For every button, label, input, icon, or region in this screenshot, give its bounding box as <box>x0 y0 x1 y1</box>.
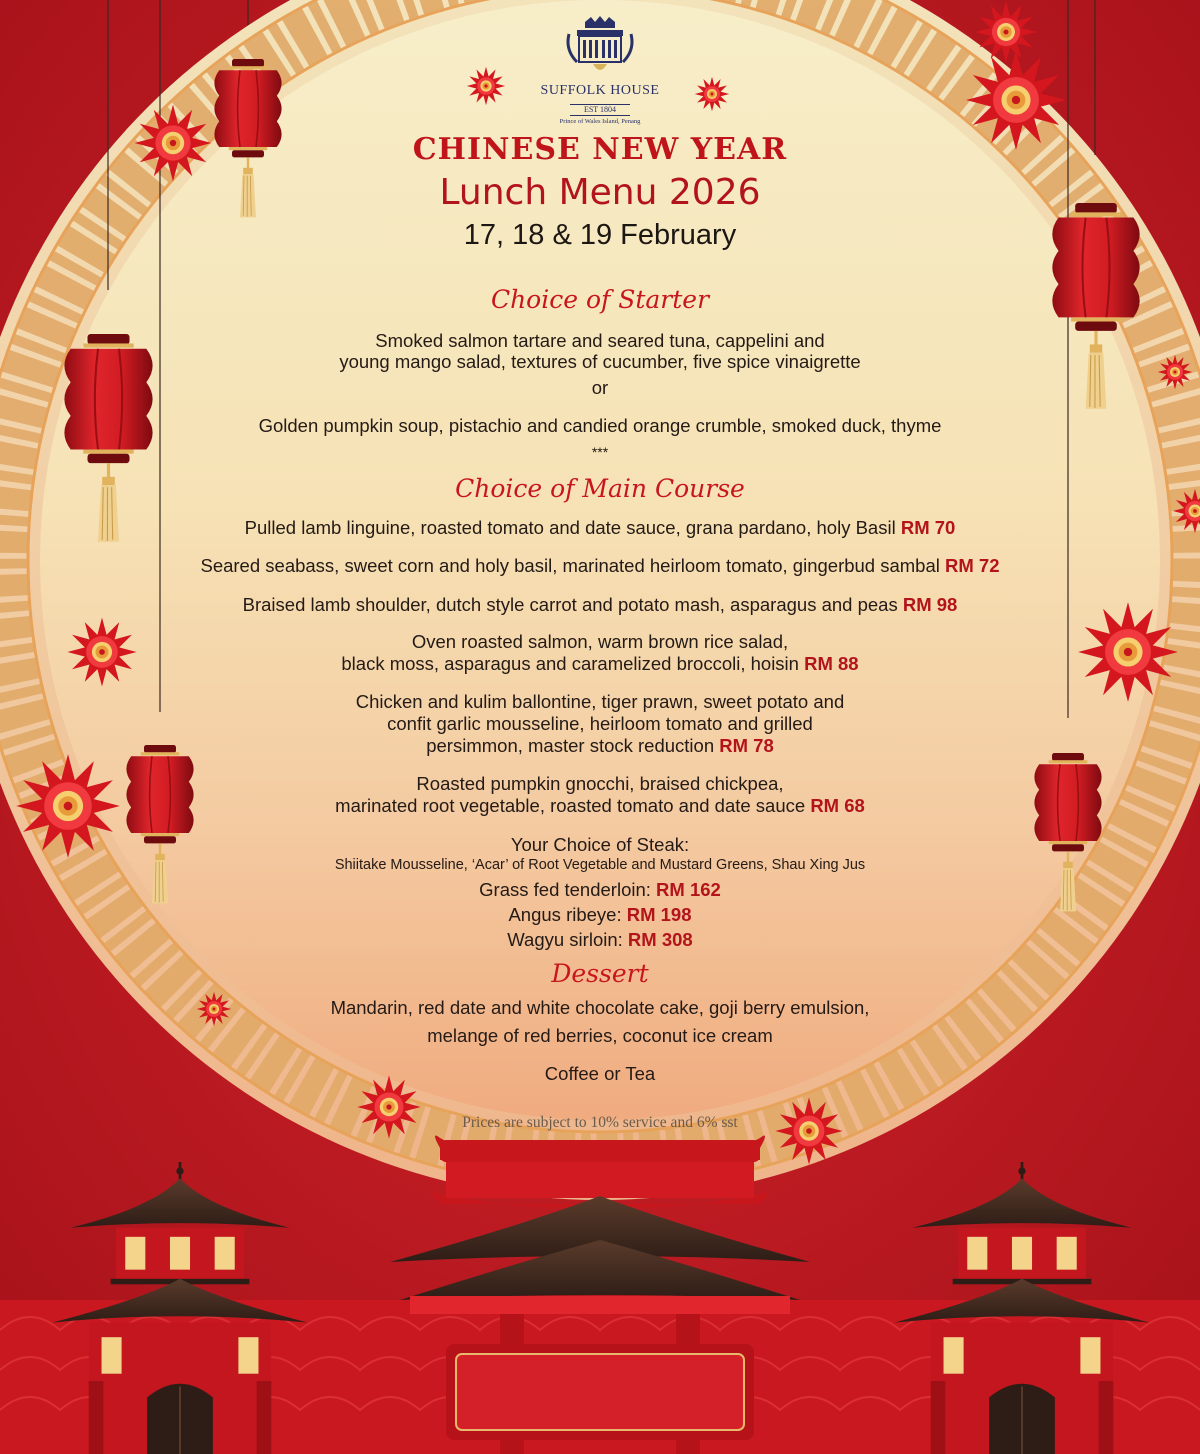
brand-est: EST 1804 <box>570 104 630 116</box>
main-heading: Choice of Main Course <box>455 474 745 503</box>
steak-option-2-label: Angus ribeye: <box>508 904 622 925</box>
main-item-4-line-2: black moss, asparagus and caramelized broccoli, hoisin <box>341 653 799 674</box>
starter-heading: Choice of Starter <box>490 285 710 314</box>
main-item-5-price: RM 78 <box>719 735 774 756</box>
starter-divider: *** <box>591 444 609 460</box>
main-item-6-price: RM 68 <box>810 795 865 816</box>
steak-option-3-label: Wagyu sirloin: <box>507 929 628 950</box>
main-item-3-price: RM 98 <box>902 594 958 615</box>
main-item-5-line-3: persimmon, master stock reduction <box>426 735 715 756</box>
main-item-2-price: RM 72 <box>945 555 1000 576</box>
main-item-6 <box>0 773 1200 817</box>
main-item-6-line-2: marinated root vegetable, roasted tomato and date sauce <box>335 795 806 816</box>
brand-logo <box>540 16 660 128</box>
starter-option-1-line-2: young mango salad, textures of cucumber, five spice vinaigrette <box>339 351 861 372</box>
steak-heading: Your Choice of Steak: <box>510 834 690 855</box>
logo-crest-icon <box>565 16 635 78</box>
dessert-line-2: melange of red berries, coconut ice cream <box>427 1025 773 1046</box>
dessert-heading: Dessert <box>551 959 649 988</box>
main-item-3-desc: Braised lamb shoulder, dutch style carrot and potato mash, asparagus and peas <box>242 594 898 615</box>
steak-option-1-price: RM 162 <box>656 879 721 900</box>
starter-option-2: Golden pumpkin soup, pistachio and candied orange crumble, smoked duck, thyme <box>258 415 942 436</box>
main-item-2 <box>0 555 1200 577</box>
price-footnote: Prices are subject to 10% service and 6% sst <box>462 1114 738 1131</box>
starter-or: or <box>591 377 609 398</box>
gate-icon <box>390 1136 810 1454</box>
starter-option-1-line-1: Smoked salmon tartare and seared tuna, cappelini and <box>375 330 825 351</box>
event-dates: 17, 18 & 19 February <box>463 219 737 251</box>
title-lunch-menu: Lunch Menu 2026 <box>439 172 761 213</box>
beverage: Coffee or Tea <box>544 1063 656 1084</box>
steak-option-3 <box>0 929 1200 951</box>
main-item-1-price: RM 70 <box>900 517 956 538</box>
steak-sides: Shiitake Mousseline, ‘Acar’ of Root Vegetable and Mustard Greens, Shau Xing Jus <box>334 857 866 873</box>
main-item-1-desc: Pulled lamb linguine, roasted tomato and date sauce, grana pardano, holy Basil <box>244 517 896 538</box>
main-item-1 <box>0 517 1200 539</box>
steak-option-2-price: RM 198 <box>626 904 692 925</box>
main-item-4-price: RM 88 <box>804 653 859 674</box>
steak-option-1 <box>0 879 1200 901</box>
main-item-5 <box>0 691 1200 757</box>
main-item-3 <box>0 594 1200 616</box>
main-item-4-line-1: Oven roasted salmon, warm brown rice salad, <box>411 631 789 652</box>
steak-option-3-price: RM 308 <box>627 929 693 950</box>
brand-tagline: Prince of Wales Island, Penang <box>559 118 641 125</box>
steak-option-2 <box>0 904 1200 926</box>
main-item-2-desc: Seared seabass, sweet corn and holy basil, marinated heirloom tomato, gingerbud sambal <box>200 555 940 576</box>
main-item-4 <box>0 631 1200 675</box>
title-chinese-new-year: CHINESE NEW YEAR <box>412 132 788 167</box>
brand-name: SUFFOLK HOUSE <box>540 83 660 98</box>
main-item-6-line-1: Roasted pumpkin gnocchi, braised chickpea, <box>416 773 784 794</box>
steak-option-1-label: Grass fed tenderloin: <box>479 879 651 900</box>
dessert-line-1: Mandarin, red date and white chocolate cake, goji berry emulsion, <box>330 997 870 1018</box>
main-item-5-line-2: confit garlic mousseline, heirloom tomato and grilled <box>387 713 813 734</box>
main-item-5-line-1: Chicken and kulim ballontine, tiger prawn, sweet potato and <box>355 691 845 712</box>
